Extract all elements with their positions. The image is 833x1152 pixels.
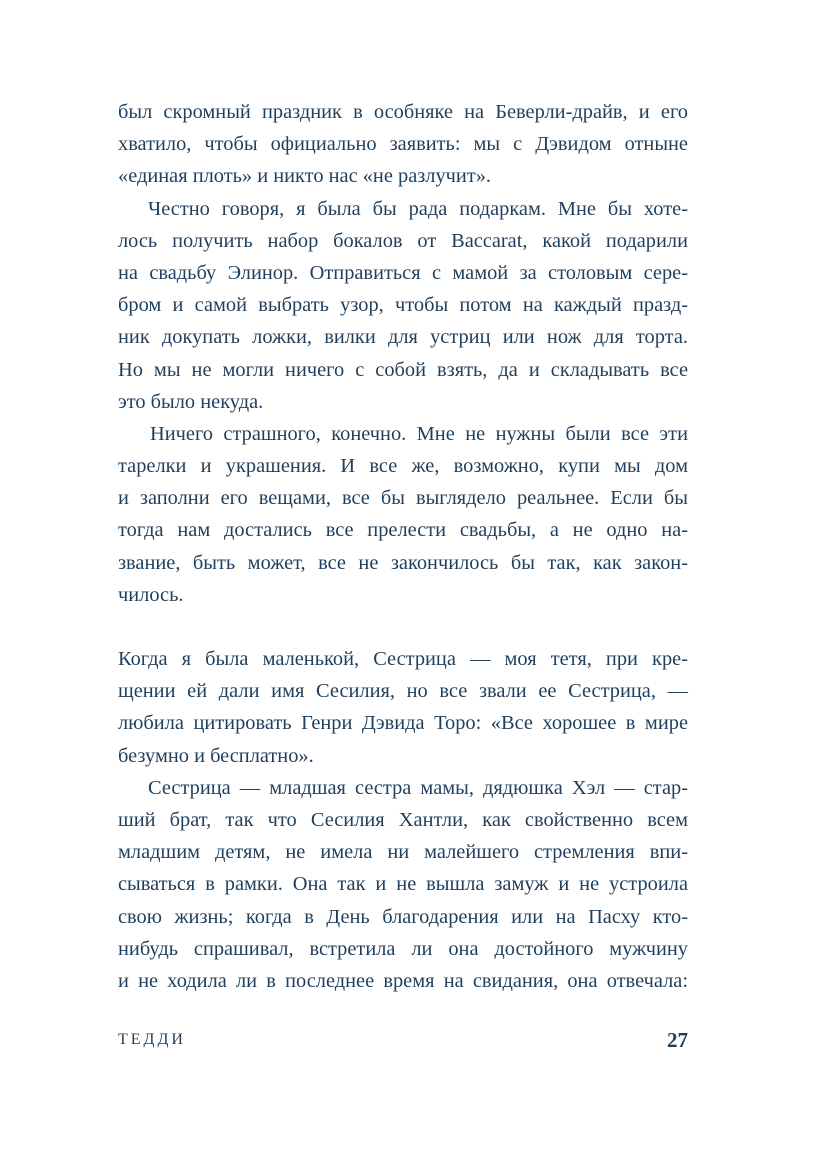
text-line: был скромный праздник в особняке на Беверли-драйв, и его — [118, 101, 688, 123]
text-line: безумно и бесплатно». — [118, 744, 314, 767]
text-line: щении ей дали имя Сесилия, но все звали ее Сестрица, — — [118, 680, 688, 703]
book-page-text — [118, 96, 688, 997]
text-line: тарелки и украшения. И все же, возможно, купи мы дом — [118, 455, 688, 478]
text-line: Ничего страшного, конечно. Мне не нужны были все эти — [150, 422, 688, 445]
text-line: младшим детям, не имела ни малейшего стремления впи- — [118, 841, 688, 864]
text-line: бром и самой выбрать узор, чтобы потом на каждый празд- — [118, 294, 688, 317]
running-head: ТЕДДИ — [118, 1031, 186, 1048]
text-line: свою жизнь; когда в День благодарения или на Пасху кто- — [118, 905, 688, 928]
page-footer — [118, 1025, 688, 1055]
text-line: Честно говоря, я была бы рада подаркам. Мне бы хоте- — [148, 197, 688, 220]
text-line: ший брат, так что Сесилия Хантли, как свойственно всем — [118, 808, 688, 831]
text-line: нибудь спрашивал, встретила ли она достойного мужчину — [118, 937, 688, 960]
text-line: тогда нам достались все прелести свадьбы, а не одно на- — [118, 519, 688, 542]
text-line: хватило, чтобы официально заявить: мы с Дэвидом отныне — [118, 133, 688, 156]
text-line: и не ходила ли в последнее время на свидания, она отвечала: — [118, 969, 688, 992]
text-line: любила цитировать Генри Дэвида Торо: «Все хорошее в мире — [118, 712, 688, 735]
page-number: 27 — [667, 1028, 688, 1052]
text-line: ник докупать ложки, вилки для устриц или нож для торта. — [118, 326, 688, 349]
text-line: чилось. — [118, 583, 184, 606]
text-line: лось получить набор бокалов от Baccarat, какой подарили — [118, 229, 688, 252]
text-line: Но мы не могли ничего с собой взять, да и складывать все — [118, 358, 688, 381]
paragraph-1 — [118, 96, 688, 193]
text-line: «единая плоть» и никто нас «не разлучит». — [118, 165, 492, 188]
text-line: и заполни его вещами, все бы выглядело реальнее. Если бы — [118, 487, 688, 510]
section-break — [118, 611, 688, 643]
paragraph-5 — [118, 772, 688, 997]
paragraph-2 — [118, 193, 688, 418]
paragraph-4 — [118, 643, 688, 772]
text-line: сываться в рамки. Она так и не вышла замуж и не устроила — [118, 873, 688, 896]
text-line: звание, быть может, все не закончилось бы так, как закон- — [118, 551, 688, 574]
paragraph-3 — [118, 418, 688, 611]
text-line: это было некуда. — [118, 390, 264, 413]
text-line: Сестрица — младшая сестра мамы, дядюшка Хэл — стар- — [148, 776, 688, 799]
text-line: Когда я была маленькой, Сестрица — моя тетя, при кре- — [118, 648, 688, 670]
text-line: на свадьбу Элинор. Отправиться с мамой за столовым сере- — [118, 261, 688, 284]
